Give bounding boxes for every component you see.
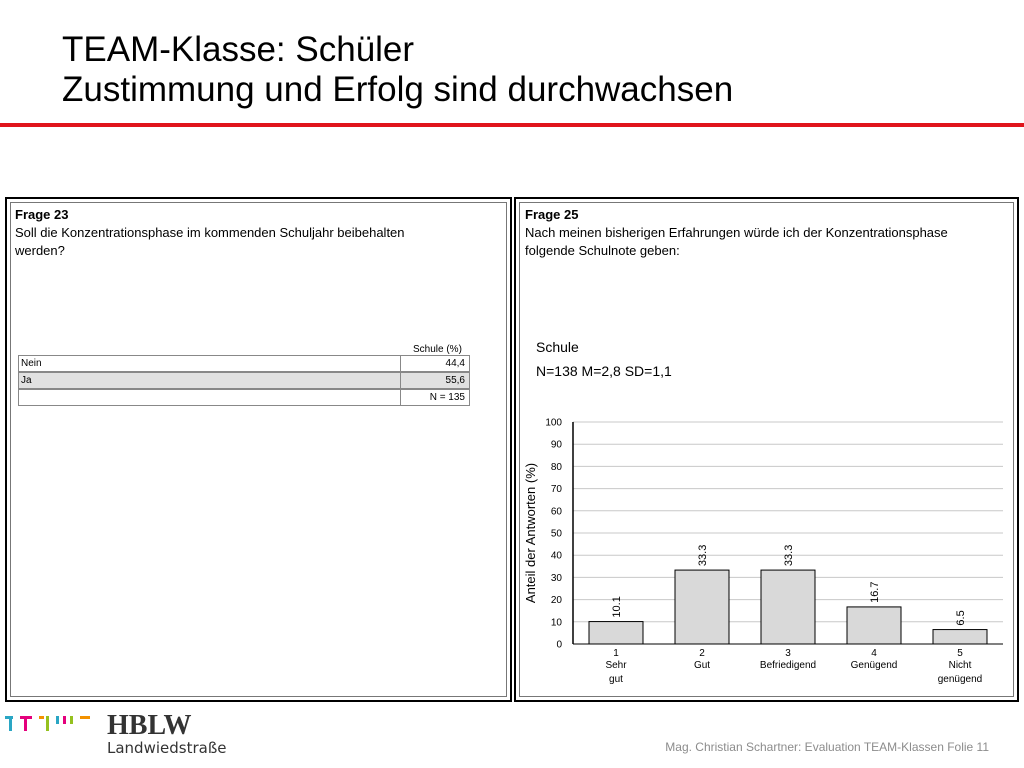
y-tick-label: 80: [550, 461, 562, 473]
column-divider: [400, 373, 401, 388]
column-divider: [400, 356, 401, 371]
bar-value-label: 33.3: [697, 544, 709, 567]
bar-value-label: 33.3: [783, 544, 795, 567]
bar: [761, 570, 815, 644]
x-category-number: 3: [785, 648, 791, 659]
x-category-label: genügend: [937, 674, 983, 685]
x-category-number: 5: [957, 648, 963, 659]
y-tick-label: 20: [550, 595, 562, 607]
hblw-logo: [0, 706, 240, 762]
row-value: 55,6: [445, 375, 465, 386]
frage-23-question-line-2: werden?: [15, 243, 65, 258]
logo-mark-icon: [5, 716, 90, 731]
bar-value-label: 16.7: [869, 581, 881, 603]
row-label: Nein: [21, 358, 42, 369]
y-axis-title: Anteil der Antworten (%): [523, 462, 538, 604]
y-tick-label: 100: [545, 417, 562, 429]
bar-value-label: 6.5: [955, 610, 967, 626]
x-category-label: Genügend: [850, 660, 898, 671]
slide-title: [62, 30, 992, 110]
x-category-label: Gut: [693, 660, 711, 671]
y-tick-label: 30: [550, 572, 562, 584]
x-category-label: Nicht: [948, 660, 972, 671]
column-divider: [400, 390, 401, 405]
frage-25-group: Schule: [536, 339, 579, 355]
row-label: Ja: [21, 375, 32, 386]
y-tick-label: 0: [556, 639, 562, 651]
bar: [847, 607, 901, 644]
frage-23-row-nein: [18, 355, 470, 372]
y-tick-label: 50: [550, 528, 562, 540]
bar: [933, 630, 987, 644]
frage-23-column-header: Schule (%): [413, 344, 462, 355]
x-category-label: Sehr: [605, 660, 627, 671]
footer-text: Mag. Christian Schartner: Evaluation TEAM-Klassen Folie 11: [665, 740, 989, 754]
frage-23-row-ja: [18, 372, 470, 389]
frage-25-question-line-1: Nach meinen bisherigen Erfahrungen würde ich der Konzentrationsphase: [525, 225, 948, 240]
bar: [589, 622, 643, 644]
frage-25-label: Frage 25: [525, 207, 579, 222]
y-tick-label: 40: [550, 550, 562, 562]
frage-25-inner-frame: [519, 202, 1014, 697]
y-tick-label: 10: [550, 617, 562, 629]
frage-25-panel: [514, 197, 1019, 702]
frage-23-label: Frage 23: [15, 207, 69, 222]
frage-25-stats: N=138 M=2,8 SD=1,1: [536, 363, 672, 379]
bar: [675, 570, 729, 644]
x-category-number: 2: [699, 648, 705, 659]
x-category-number: 4: [871, 648, 877, 659]
slide-title-line-1: TEAM-Klasse: Schüler: [62, 30, 415, 69]
slide-title-line-2: Zustimmung und Erfolg sind durchwachsen: [62, 70, 734, 109]
row-value: 44,4: [445, 358, 465, 369]
y-tick-label: 70: [550, 484, 562, 496]
logo-location: Landwiedstraße: [107, 739, 227, 757]
y-tick-label: 60: [550, 506, 562, 518]
frage-25-question-line-2: folgende Schulnote geben:: [525, 243, 680, 258]
x-category-label: gut: [609, 674, 623, 685]
frage-23-question-line-1: Soll die Konzentrationsphase im kommenden Schuljahr beibehalten: [15, 225, 405, 240]
row-value-n: N = 135: [429, 392, 465, 403]
frage-23-row-total: [18, 389, 470, 406]
bar-value-label: 10.1: [611, 596, 623, 618]
logo-name: HBLW: [107, 710, 192, 741]
x-category-label: Befriedigend: [759, 660, 817, 671]
frage-23-question: [15, 224, 405, 260]
frage-23-inner-frame: [10, 202, 507, 697]
frage-23-panel: [5, 197, 512, 702]
x-category-number: 1: [613, 648, 619, 659]
y-tick-label: 90: [550, 439, 562, 451]
title-rule: [0, 123, 1024, 127]
frage-25-bar-chart: [520, 203, 1017, 700]
